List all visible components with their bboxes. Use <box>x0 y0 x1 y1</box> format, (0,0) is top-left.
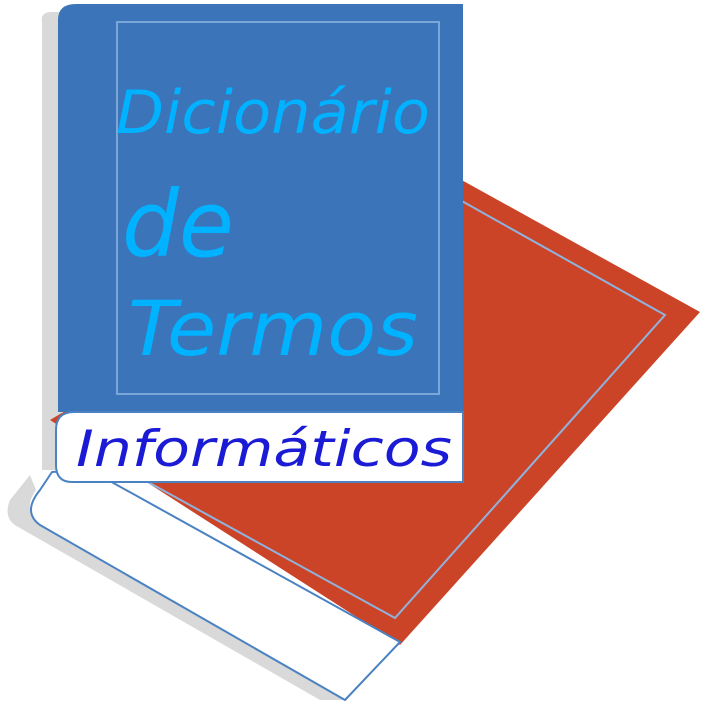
subtitle-informaticos: Informáticos <box>76 420 452 478</box>
title-line-dicionario: Dicionário <box>116 78 430 148</box>
title-line-de: de <box>122 171 234 278</box>
title-line-termos: Termos <box>128 284 418 373</box>
